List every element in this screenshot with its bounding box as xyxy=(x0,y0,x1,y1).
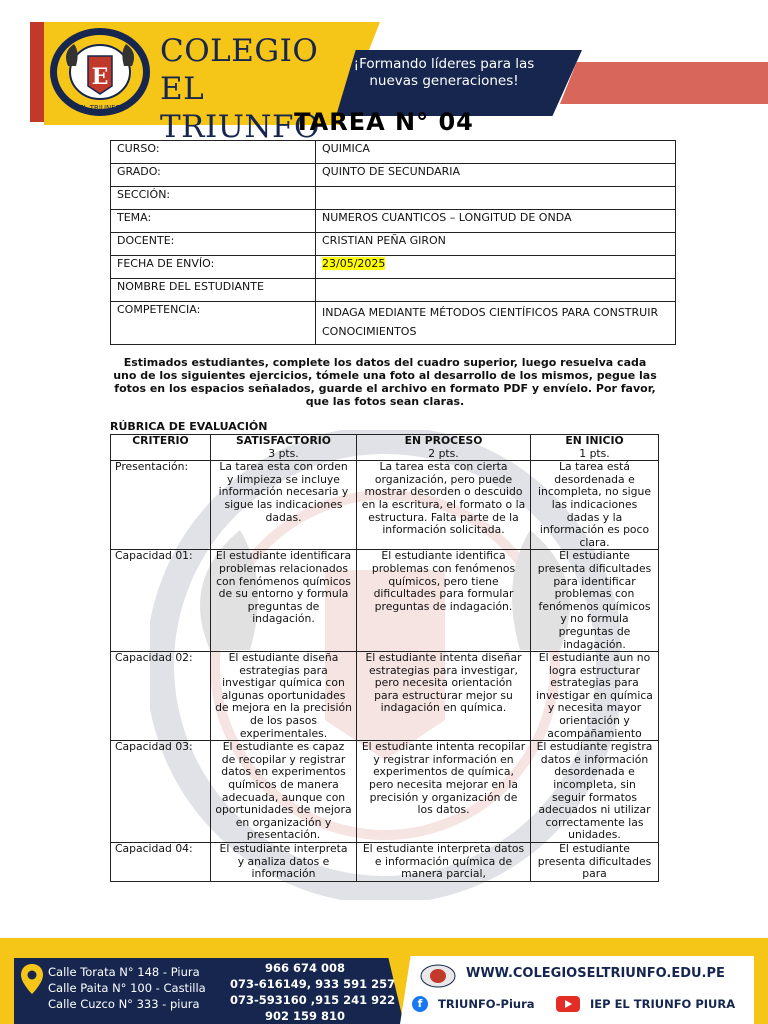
address-line: Calle Cuzco N° 333 - piura xyxy=(48,997,200,1011)
info-row-docente xyxy=(111,233,676,256)
info-value[interactable]: QUIMICA xyxy=(316,141,676,164)
phone-line: 073-616149, 933 591 257 xyxy=(230,977,396,991)
info-label: SECCIÓN: xyxy=(111,187,316,210)
rubric-cell: La tarea está desordenada e incompleta, no sigue las indicaciones dadas y la información es poco clara. xyxy=(531,461,659,550)
info-value[interactable]: INDAGA MEDIANTE MÉTODOS CIENTÍFICOS PARA CONSTRUIR CONOCIMIENTOS xyxy=(316,302,676,345)
rubric-col-en-proceso: EN PROCESO 2 pts. xyxy=(357,435,531,461)
footer-addresses xyxy=(48,964,233,1012)
info-label: CURSO: xyxy=(111,141,316,164)
rubric-row xyxy=(111,741,659,843)
rubric-cell: El estudiante es capaz de recopilar y registrar datos en experimentos químicos de manera adecuada, aunque con oportunidades de mejora en organización y presentación. xyxy=(211,741,357,843)
student-info-table xyxy=(110,140,676,345)
rubric-criterion: Capacidad 03: xyxy=(111,741,211,843)
footer-phones xyxy=(230,960,396,1024)
slogan-line2: nuevas generaciones! xyxy=(369,73,519,89)
rubric-row xyxy=(111,652,659,741)
info-value[interactable] xyxy=(316,187,676,210)
phone-line: 902 159 810 xyxy=(264,1009,346,1023)
rubric-cell: El estudiante aun no logra estructurar estrategias para investigar en química y necesita mayor orientación y acompañamiento xyxy=(531,652,659,741)
address-line: Calle Torata N° 148 - Piura xyxy=(48,965,200,979)
slogan-line1: ¡Formando líderes para las xyxy=(353,56,535,72)
rubric-criterion: Presentación: xyxy=(111,461,211,550)
rubric-table xyxy=(110,434,659,882)
rubric-col-satisfactorio: SATISFACTORIO 3 pts. xyxy=(211,435,357,461)
info-label: NOMBRE DEL ESTUDIANTE xyxy=(111,279,316,302)
youtube-icon xyxy=(556,996,580,1012)
footer-crest-icon xyxy=(420,964,456,988)
rubric-cell: La tarea esta con cierta organización, pero puede mostrar desorden o descuido en la escritura, el formato o la estructura. Falta parte de la información solicitada. xyxy=(357,461,531,550)
crest-letter: E xyxy=(91,64,109,90)
school-name-line2: EL TRIUNFO xyxy=(160,71,320,145)
rubric-cell: La tarea esta con orden y limpieza se incluye información necesaria y sigue las indicaciones dadas. xyxy=(211,461,357,550)
info-value[interactable] xyxy=(316,256,676,279)
phone-line: 073-593160 ,915 241 922 xyxy=(230,993,396,1007)
info-value[interactable]: NUMEROS CUANTICOS – LONGITUD DE ONDA xyxy=(316,210,676,233)
rubric-cell: El estudiante identificara problemas relacionados con fenómenos químicos de su entorno y formula preguntas de indagación. xyxy=(211,550,357,652)
page-title: TAREA N° 04 xyxy=(294,108,474,136)
school-name-line1: COLEGIO xyxy=(160,33,319,69)
website-link[interactable]: WWW.COLEGIOSELTRIUNFO.EDU.PE xyxy=(466,966,725,981)
rubric-cell: El estudiante intenta recopilar y registrar información en experimentos de química, pero necesita mejorar en la precisión y organización de los datos. xyxy=(357,741,531,843)
info-label: COMPETENCIA: xyxy=(111,302,316,345)
address-line: Calle Paita N° 100 - Castilla xyxy=(48,981,206,995)
facebook-icon: f xyxy=(412,996,428,1012)
info-row-tema xyxy=(111,210,676,233)
rubric-criterion: Capacidad 01: xyxy=(111,550,211,652)
social-links xyxy=(410,994,750,1016)
school-slogan xyxy=(346,56,542,90)
rubric-heading: RÚBRICA DE EVALUACIÓN xyxy=(110,420,268,433)
header-salmon-band xyxy=(560,62,768,104)
rubric-cell: El estudiante interpreta y analiza datos e información xyxy=(211,843,357,882)
page-footer xyxy=(0,936,768,1024)
rubric-row xyxy=(111,843,659,882)
rubric-cell: El estudiante diseña estrategias para investigar química con algunas oportunidades de mejora en la precisión de los pasos experimentales. xyxy=(211,652,357,741)
info-label: DOCENTE: xyxy=(111,233,316,256)
location-pin-icon xyxy=(20,964,44,994)
facebook-link[interactable]: TRIUNFO-Piura xyxy=(438,997,535,1011)
info-value[interactable]: CRISTIAN PEÑA GIRON xyxy=(316,233,676,256)
rubric-cell: El estudiante interpreta datos e información química de manera parcial, xyxy=(357,843,531,882)
rubric-criterion: Capacidad 02: xyxy=(111,652,211,741)
rubric-criterion: Capacidad 04: xyxy=(111,843,211,882)
crest-ring-text: EL TRIUNFO xyxy=(79,104,121,112)
info-value[interactable] xyxy=(316,279,676,302)
instructions-text: Estimados estudiantes, complete los datos del cuadro superior, luego resuelva cada uno de los siguientes ejercicios, tómele una foto al desarrollo de los mismos, pegue las fotos en los espacios señalados, guarde el archivo en formato PDF y envíelo. Por favor, que las fotos sean claras. xyxy=(113,356,657,408)
info-label: GRADO: xyxy=(111,164,316,187)
phone-line: 966 674 008 xyxy=(264,961,346,975)
rubric-col-criterio: CRITERIO xyxy=(111,435,211,461)
info-row-curso xyxy=(111,141,676,164)
header-red-stripe xyxy=(30,22,44,122)
rubric-cell: El estudiante identifica problemas con fenómenos químicos, pero tiene dificultades para formular preguntas de indagación. xyxy=(357,550,531,652)
rubric-row xyxy=(111,550,659,652)
youtube-link[interactable]: IEP EL TRIUNFO PIURA xyxy=(590,997,736,1011)
rubric-cell: El estudiante intenta diseñar estrategias para investigar, pero necesita orientación para estructurar mejor su indagación en química. xyxy=(357,652,531,741)
info-row-competencia xyxy=(111,302,676,345)
school-crest-logo xyxy=(48,26,152,118)
rubric-cell: El estudiante presenta dificultades para xyxy=(531,843,659,882)
due-date: 23/05/2025 xyxy=(322,257,386,270)
rubric-header-row xyxy=(111,435,659,461)
info-row-grado xyxy=(111,164,676,187)
rubric-col-en-inicio: EN INICIO 1 pts. xyxy=(531,435,659,461)
rubric-row xyxy=(111,461,659,550)
rubric-cell: El estudiante presenta dificultades para identificar problemas con fenómenos químicos y no formula preguntas de indagación. xyxy=(531,550,659,652)
info-row-nombre xyxy=(111,279,676,302)
info-label: FECHA DE ENVÍO: xyxy=(111,256,316,279)
info-row-seccion xyxy=(111,187,676,210)
rubric-cell: El estudiante registra datos e información desordenada e incompleta, sin seguir formatos adecuados ni utilizar correctamente las unidades. xyxy=(531,741,659,843)
info-row-fecha xyxy=(111,256,676,279)
info-value[interactable]: QUINTO DE SECUNDARIA xyxy=(316,164,676,187)
info-label: TEMA: xyxy=(111,210,316,233)
